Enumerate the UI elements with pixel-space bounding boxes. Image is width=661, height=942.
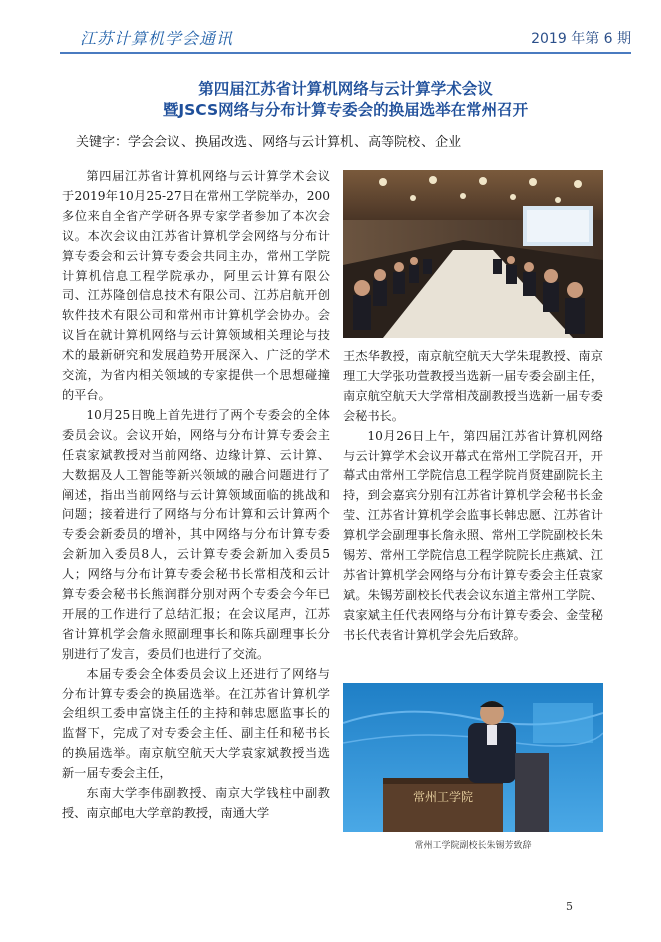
article-title-line-1: 第四届江苏省计算机网络与云计算学术会议 [198, 80, 493, 98]
header-divider [60, 52, 631, 54]
speaker-photo [343, 683, 603, 832]
keywords-label: 关键字： [76, 135, 129, 150]
body-paragraph: 10月26日上午，第四届江苏省计算机网络与云计算学术会议开幕式在常州工学院召开，开幕式由常州工学院信息工程学院肖贤建副院长主持，到会嘉宾分别有江苏省计算机学会秘书长金莹、江苏省计算机学会监事长韩忠愿、江苏省计算机学会副理事长詹永照、常州工学院副校长朱锡芳、常州工学院信息工程学院院长庄燕斌、江苏省计算机学会网络与分布计算专委会主任袁家斌。朱锡芳副校长代表会议东道主常州工学院、袁家斌主任代表网络与分布计算专委会、金莹秘书长代表省计算机学会先后致辞。 [343, 428, 603, 642]
body-left-column [62, 167, 330, 824]
body-paragraph: 10月25日晚上首先进行了两个专委会的全体委员会议。会议开始，网络与分布计算专委会主任袁家斌教授对当前网络、边缘计算、云计算、大数据及人工智能等新兴领域的融合问题进行了阐述，指出当前网络与云计算领域面临的挑战和问题；接着进行了网络与分布计算和云计算两个专委会新委员的增补，其中网络与分布计算专委会新加入委员8人，云计算专委会新加入委员5人；网络与分布计算专委会秘书长常相茂和云计算专委会秘书长熊润群分别对两个专委会今年已开展的工作进行了总结汇报；在会议尾声，江苏省计算机学会詹永照副理事长和陈兵副理事长分别进行了发言，委员们也进行了交流。 [62, 407, 330, 661]
body-paragraph: 王杰华教授，南京航空航天大学朱琨教授、南京理工大学张功萱教授当选新一届专委会副主任，南京航空航天大学常相茂副教授当选新一届专委会秘书长。 [343, 349, 603, 423]
keywords [76, 131, 461, 150]
keyword: 学会会议 [128, 135, 181, 150]
journal-name: 江苏计算机学会通讯 [80, 29, 234, 48]
keyword-separator: 、 [248, 135, 262, 150]
keyword-separator: 、 [181, 135, 195, 150]
body-right-column [343, 347, 603, 646]
photo-caption: 常州工学院副校长朱锡芳致辞 [414, 841, 532, 851]
keyword: 企业 [435, 135, 462, 150]
conference-room-photo [343, 170, 603, 338]
article-title-line-2: 暨JSCS网络与分布计算专委会的换届选举在常州召开 [162, 101, 529, 119]
issue-label: 2019 年第 6 期 [531, 31, 631, 47]
body-paragraph: 第四届江苏省计算机网络与云计算学术会议于2019年10月25-27日在常州工学院举办，200多位来自全省产学研各界专家学者参加了本次会议。本次会议由江苏省计算机学会网络与分布计算专委会和云计算专委会共同主办，常州工学院计算机信息工程学院承办，阿里云计算有限公司、江苏隆创信息技术有限公司、江苏启航开创软件技术有限公司和常州市计算机学会协办。会议旨在就计算机网络与云计算领域相关理论与技术的最新研究和发展趋势开展深入、广泛的学术交流，为省内相关领域的专家提供一个思想碰撞的平台。 [62, 169, 330, 402]
podium-banner-text: 常州工学院 [412, 790, 474, 804]
keyword: 高等院校 [368, 135, 421, 150]
keyword: 换届改选 [195, 135, 248, 150]
page-number: 5 [566, 900, 573, 913]
body-paragraph: 本届专委会全体委员会议上还进行了网络与分布计算专委会的换届选举。在江苏省计算机学会组织工委申富饶主任的主持和韩忠愿监事长的监督下，完成了对专委会主任、副主任和秘书长的换届选举。南京航空航天大学袁家斌教授当选新一届专委会主任， [62, 666, 330, 781]
body-paragraph: 东南大学李伟副教授、南京大学钱柱中副教授、南京邮电大学章韵教授，南通大学 [62, 786, 330, 820]
keyword-separator: 、 [354, 135, 368, 150]
keyword-separator: 、 [421, 135, 435, 150]
keyword: 网络与云计算机 [262, 135, 354, 150]
